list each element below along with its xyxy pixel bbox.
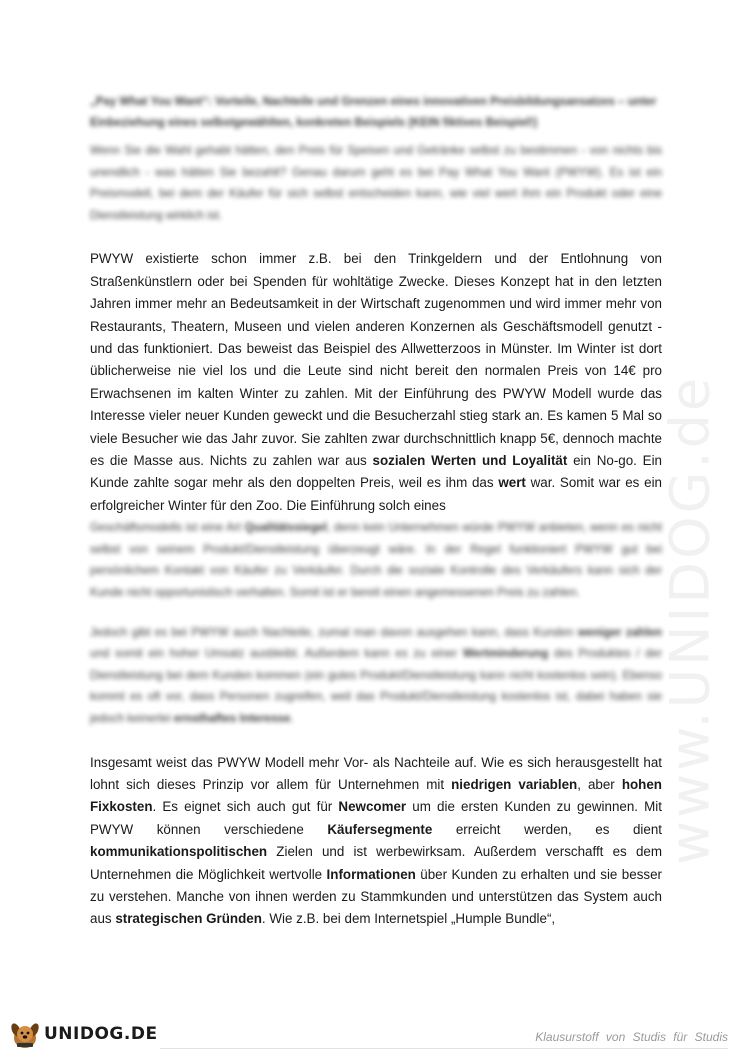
text-segment: erreicht werden, es dient [432,821,662,837]
document-content [90,92,662,931]
bold-term: ernsthaftes Interesse [173,712,291,725]
text-segment: ein No-go. Ein Kunde zahlte sogar mehr als den doppelten Preis, weil es ihm das [90,453,662,491]
text-segment: über Kunden zu erhalten und sie besser zu verstehen. Manche von ihnen werden zu Stammkunden und unterstützen das System auch aus [90,866,662,927]
footer-tagline: Klausurstoff von Studis für Studis [535,1030,728,1044]
document-title: „Pay What You Want“: Vorteile, Nachteile und Grenzen eines innovativen Preisbildungsansatzes – unter Einbeziehung eines selbstgewählten, konkreten Beispiels (KEIN fiktives Beispiel!) [90,96,657,129]
bold-term: hohen Fixkosten [90,777,662,815]
text-segment: Jedoch gibt es bei PWYW auch Nachteile, zumal man davon ausgehen kann, dass Kunden [90,625,578,639]
bold-term: sozialen Werten und Loyalität [372,453,568,469]
text-segment: . Es eignet sich auch gut für [152,799,339,815]
text-segment: , aber [577,777,622,792]
bold-term: Wertminderung [462,647,549,661]
text-segment: PWYW existierte schon immer z.B. bei den Trinkgeldern und der Entlohnung von Straßenkünstlern oder bei Spenden für wohltätige Zwecke. Dieses Konzept hat in den letzten Jahren immer mehr an Bedeutsamkeit in der Wirtschaft zugenommen und wird immer mehr von Restaurants, Theatern, Museen und vielen anderen Konzernen als Geschäftsmodell genutzt - und das funktioniert. Das beweist das Beispiel des Allwetterzoos in Münster. Im Winter ist dort üblicherweise nie viel los und die Leute sind nicht bereit den normalen Preis von 14€ pro Erwachsenen im kalten Winter zu zahlen. Mit der Einführung des PWYW Modell wurde das Interesse vieler neuer Kunden geweckt und die Besucherzahl stieg stark an. Es kamen 5 Mal so viele Besucher wie das Jahr zuvor. Sie zahlten zwar durchschnittlich knapp 5€, dennoch machte es die Masse aus. Nichts zu zahlen war aus [90,251,662,469]
text-segment: und somit ein hoher Umsatz ausbleibt. Außerdem kann es zu einer [90,647,463,661]
dog-mascot-icon [8,1017,42,1051]
unidog-logo[interactable] [8,1016,158,1052]
bold-term: Käufersegmente [327,821,433,837]
text-segment: des Produktes / der Dienstleistung bei dem Kunden kommen (ein gutes Produkt/Dienstleistung kann nicht kostenlos sein). Ebenso kommt es oft vor, dass Personen zugreifen, weil das Produkt/Dienstleistung kostenlos ist, dabei haben sie jedoch keinerlei [90,647,662,725]
text-segment: Zielen und ist werbewirksam. Außerdem verschafft es dem Unternehmen die Möglichkeit wertvolle [90,844,662,882]
watermark: www.UNIDOG.de [658,374,722,866]
text-segment: . [290,712,294,725]
bold-term: Qualitätssiegel [244,521,328,535]
logo-text: UNIDOG.DE [44,1024,158,1044]
intro-paragraph: Wenn Sie die Wahl gehabt hätten, den Preis für Speisen und Getränke selbst zu bestimmen - von nichts bis unendlich - was hätten Sie bezahlt? Genau darum geht es bei Pay What You Want (PWYW). Es ist ein Preismodell, bei dem der Käufer für sich selbst entscheiden kann, wie viel wert ihm ein Produkt oder eine Dienstleistung wirklich ist. [90,144,662,222]
text-segment: , denn kein Unternehmen würde PWYW anbieten, wenn es nicht selbst von seinem Produkt/Dienstleistung überzeugt wäre. In der Regel funktioniert PWYW gut bei persönlichem Kontakt von Käufer zu Verkäufer. Durch die soziale Kontrolle des Verkäufers kann sich der Kunde nicht opportunistisch verhalten. Somit ist er bereit einen angemessenen Preis zu zahlen. [90,521,662,600]
text-segment: war. Somit war es ein erfolgreicher Winter für den Zoo. Die Einführung solch eines [90,475,662,513]
text-segment: um die ersten Kunden zu gewinnen. Mit PWYW können verschiedene [90,799,662,837]
paragraph-disadvantages [90,622,662,730]
paragraph-conclusion [90,752,662,931]
text-segment: Insgesamt weist das PWYW Modell mehr Vor- als Nachteile auf. Wie es sich herausgestellt hat lohnt sich dieses Prinzip vor allem für Unternehmen mit [90,754,662,792]
bold-term: weniger zahlen [577,625,663,639]
paragraph-zoo-example [90,248,662,517]
footer-divider [160,1048,728,1049]
bold-term: Informationen [326,866,416,882]
bold-term: niedrigen variablen [451,777,578,792]
text-segment: Geschäftsmodells ist eine Art [90,521,245,535]
paragraph-quality-seal [90,517,662,603]
bold-term: strategischen Gründen [115,911,262,927]
bold-term: kommunikationspolitischen [90,844,268,860]
text-segment: . Wie z.B. bei dem Internetspiel „Humple Bundle“, [261,911,556,927]
bold-term: Newcomer [338,799,407,815]
bold-term: wert [498,475,526,491]
